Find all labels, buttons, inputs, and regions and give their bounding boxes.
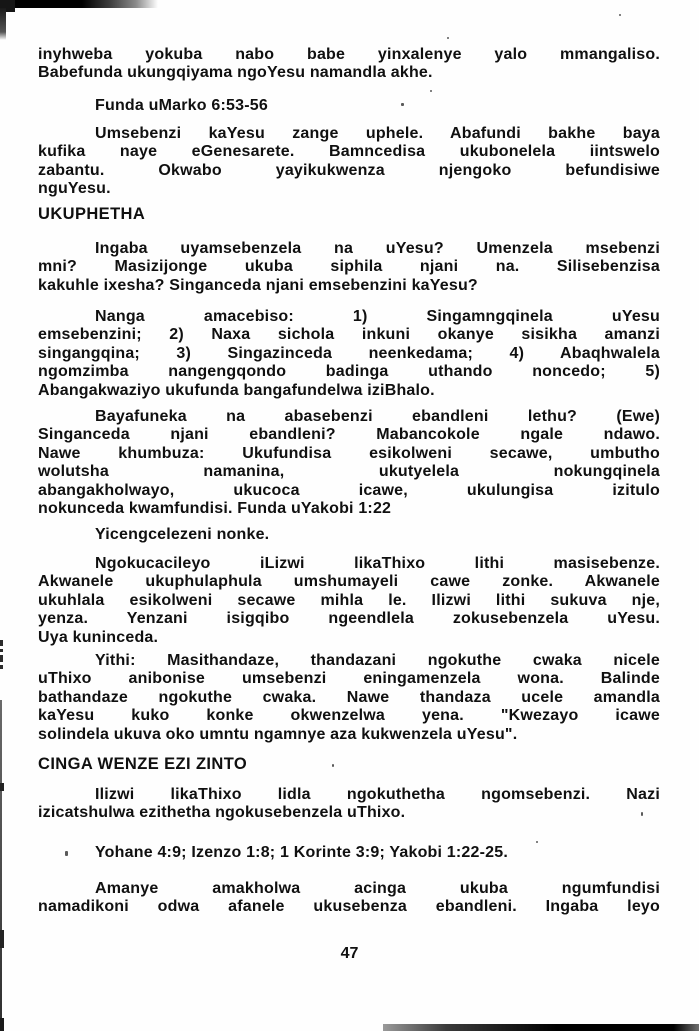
text-line: Ilizwi likaThixo lidla ngokuthetha ngomsebenzi. Nazi (95, 786, 660, 803)
text-line: zabantu. Okwabo yayikukwenza njengoko befundisiwe (38, 161, 660, 179)
text-line: Ingaba uyamsebenzela na uYesu? Umenzela msebenzi (95, 240, 660, 257)
text-line: emsebenzini; 2) Naxa sichola inkuni okanye sisikha amanzi (38, 326, 660, 344)
text-line: Amanye amakholwa acinga ukuba ngumfundisi (95, 880, 660, 897)
text-line: wolutsha namanina, ukutyelela nokungqinela (38, 463, 660, 481)
text-line: yenza. Yenzani isigqibo ngeendlela zokusebenzela uYesu. (38, 610, 660, 628)
text-line: inyhweba yokuba nabo babe yinxalenye yalo mmangaliso. (38, 46, 660, 63)
section-heading: CINGA WENZE EZI ZINTO (38, 755, 248, 773)
text-line: kakuhle ixesha? Singanceda njani emsebenzini kaYesu? (38, 276, 478, 294)
text-line: ukuhlala esikolweni secawe mihla le. Ilizwi lithi sukuva nje, (38, 591, 660, 609)
text-line: Akwanele ukuphulaphula umshumayeli cawe zonke. Akwanele (38, 573, 660, 591)
text-line: bathandaze ngokuthe cwaka. Nawe thandaza ucele amandla (38, 688, 660, 706)
scan-artifact-left-dash (0, 640, 3, 646)
text-line: abangakholwayo, ukucoca icawe, ukulungisa izitulo (38, 481, 660, 499)
text-line: Umsebenzi kaYesu zange uphele. Abafundi bakhe baya (95, 125, 660, 142)
page-number: 47 (340, 945, 359, 962)
paragraph (38, 240, 660, 295)
text-line: singangqina; 3) Singazinceda neenkedama; 4) Abaqhwalela (38, 344, 660, 362)
paragraph (38, 408, 660, 518)
scan-artifact-left-chip (0, 8, 6, 40)
scan-artifact-left-edge (0, 700, 2, 1031)
text-line: Abangakwaziyo ukufunda bangafundelwa iziBhalo. (38, 381, 435, 399)
reference-line: Funda uMarko 6:53-56 (95, 97, 268, 114)
scan-speck (619, 14, 621, 16)
scan-artifact-top-edge (0, 0, 158, 8)
reference-line: Yicengcelezeni nonke. (95, 526, 270, 543)
scan-speck (536, 841, 538, 843)
scan-artifact-left-dash (0, 665, 3, 669)
text-line: namadikoni odwa afanele ukusebenza ebandleni. Ingaba leyo (38, 898, 660, 916)
text-line: kufika naye eGenesarete. Bamncedisa ukubonelela iintswelo (38, 143, 660, 161)
text-line: uThixo anibonise umsebenzi eningamenzela wona. Balinde (38, 670, 660, 688)
text-line: nokunceda kwamfundisi. Funda uYakobi 1:22 (38, 499, 392, 517)
reference-line: Yohane 4:9; Izenzo 1:8; 1 Korinte 3:9; Yakobi 1:22-25. (95, 844, 508, 861)
text-line: Singanceda njani ebandleni? Mabancokole ngale ndawo. (38, 426, 660, 444)
text-line: solindela ukuva oko umntu ngamnye aza kukwenzela uYesu". (38, 725, 518, 743)
paragraph (38, 880, 660, 917)
paragraph (38, 46, 660, 83)
scan-artifact-left-blip (0, 1018, 4, 1031)
text-line: nguYesu. (38, 180, 111, 198)
paragraph (38, 786, 660, 823)
paragraph (38, 652, 660, 744)
scan-artifact-top-corner (0, 0, 15, 12)
text-line: Uya kuninceda. (38, 628, 159, 646)
text-line: mni? Masizijonge ukuba siphila njani na. Silisebenzisa (38, 258, 660, 276)
scan-artifact-left-dash (0, 655, 3, 662)
text-line: izicatshulwa ezithetha ngokusebenzela uThixo. (38, 804, 406, 822)
text-line: Babefunda ukungqiyama ngoYesu namandla akhe. (38, 64, 433, 82)
text-line: Ngokucacileyo iLizwi likaThixo lithi masisebenze. (95, 555, 660, 572)
text-line: Yithi: Masithandaze, thandazani ngokuthe cwaka nicele (95, 652, 660, 669)
section-heading: UKUPHETHA (38, 205, 146, 223)
text-line: kaYesu kuko konke okwenzelwa yena. "Kwezayo icawe (38, 707, 660, 725)
scan-artifact-left-blip (0, 783, 4, 791)
scan-speck (447, 37, 449, 39)
scan-artifact-left-dash (0, 649, 3, 652)
text-line: Nanga amacebiso: 1) Singamngqinela uYesu (95, 308, 660, 325)
text-line: Bayafuneka na abasebenzi ebandleni lethu? (Ewe) (95, 408, 660, 425)
paragraph (38, 125, 660, 199)
paragraph (38, 308, 660, 400)
text-line: Nawe khumbuza: Ukufundisa esikolweni secawe, umbutho (38, 444, 660, 462)
text-line: ngomzimba nangengqondo badinga uthando noncedo; 5) (38, 363, 660, 381)
scan-speck (430, 90, 432, 92)
scan-artifact-bottom-edge (383, 1024, 699, 1031)
paragraph (38, 555, 660, 647)
